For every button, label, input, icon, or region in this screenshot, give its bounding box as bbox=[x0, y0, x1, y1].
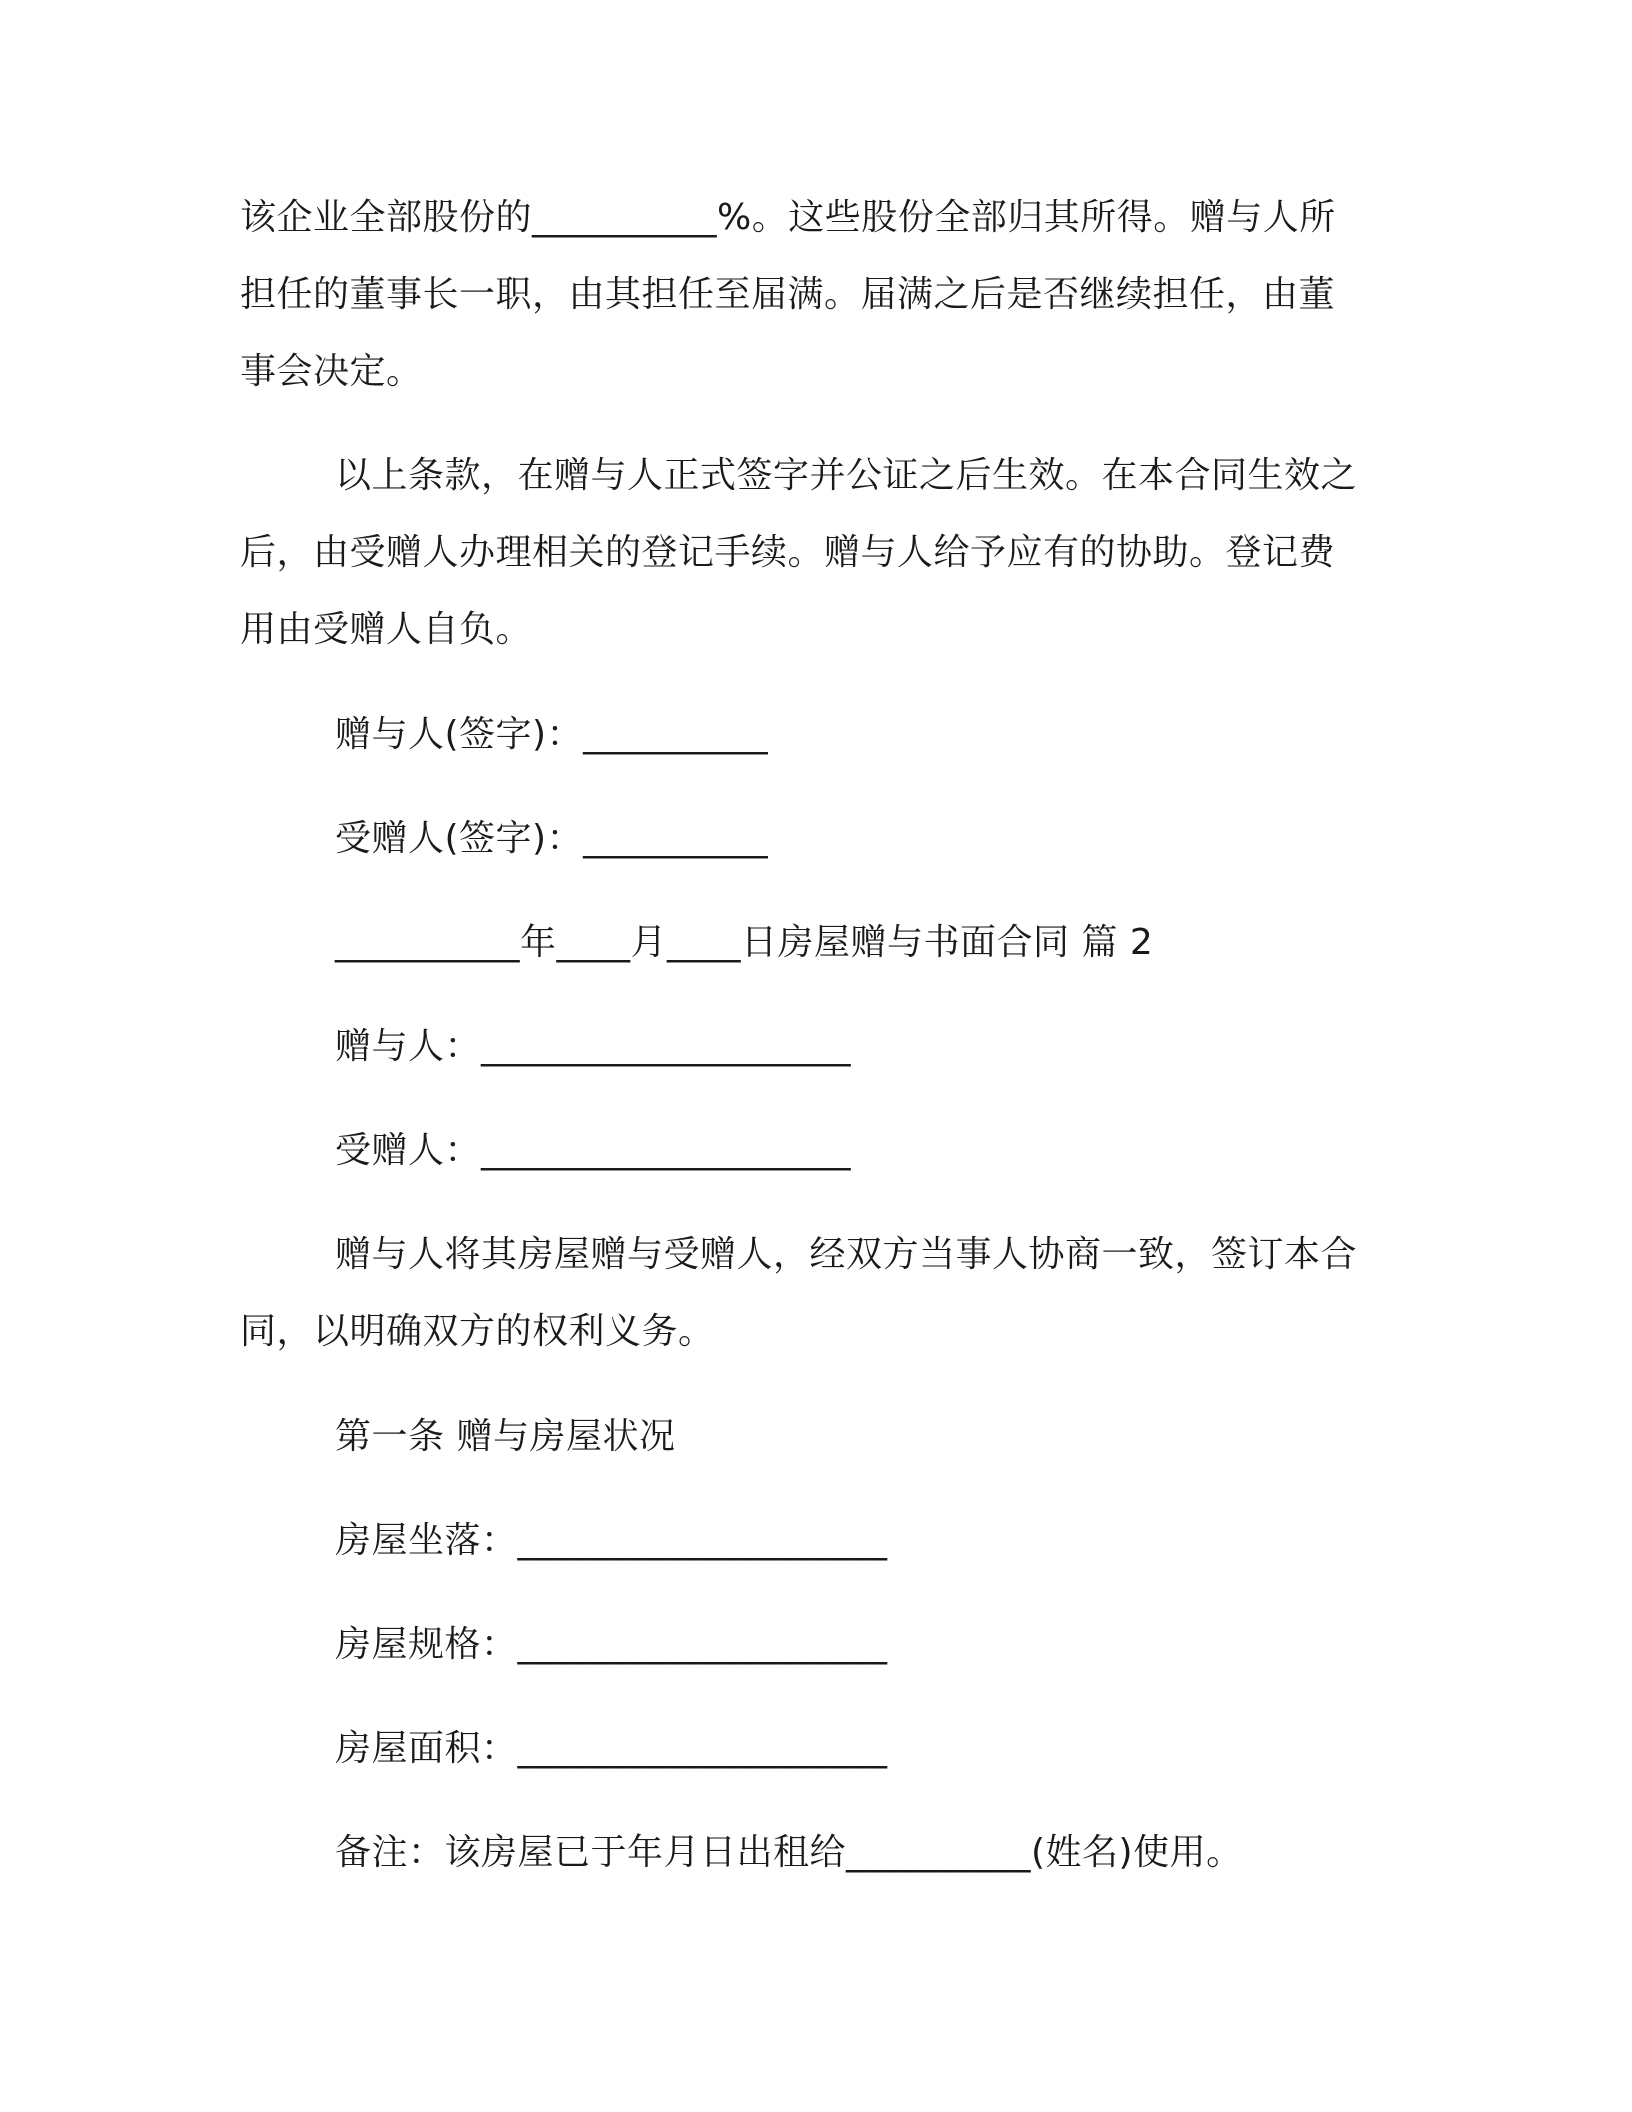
article-one-heading: 第一条 赠与房屋状况 bbox=[335, 1416, 676, 1457]
house-location-field: 房屋坐落：____________________ bbox=[335, 1520, 888, 1561]
effective-clause-line-2: 后，由受赠人办理相关的登记手续。赠与人给予应有的协助。登记费 bbox=[240, 532, 1336, 573]
paragraph-line-1: 该企业全部股份的__________%。这些股份全部归其所得。赠与人所 bbox=[240, 197, 1336, 238]
effective-clause-line-1: 以上条款，在赠与人正式签字并公证之后生效。在本合同生效之 bbox=[335, 455, 1358, 496]
donor-signature-line: 赠与人(签字)：__________ bbox=[335, 714, 769, 755]
donee-signature-line: 受赠人(签字)：__________ bbox=[335, 818, 769, 859]
donor-field: 赠与人：____________________ bbox=[335, 1026, 852, 1067]
effective-clause-line-3: 用由受赠人自负。 bbox=[240, 609, 533, 650]
paragraph-line-2: 担任的董事长一职，由其担任至届满。届满之后是否继续担任，由董 bbox=[240, 274, 1336, 315]
contract-date-title: __________年____月____日房屋赠与书面合同 篇 2 bbox=[335, 922, 1154, 963]
intro-line-2: 同，以明确双方的权利义务。 bbox=[240, 1311, 715, 1352]
donee-field: 受赠人：____________________ bbox=[335, 1130, 852, 1171]
intro-line-1: 赠与人将其房屋赠与受赠人，经双方当事人协商一致，签订本合 bbox=[335, 1234, 1358, 1275]
house-area-field: 房屋面积：____________________ bbox=[335, 1728, 888, 1769]
paragraph-line-3: 事会决定。 bbox=[240, 351, 423, 392]
remark-line: 备注：该房屋已于年月日出租给__________(姓名)使用。 bbox=[335, 1832, 1243, 1873]
house-spec-field: 房屋规格：____________________ bbox=[335, 1624, 888, 1665]
